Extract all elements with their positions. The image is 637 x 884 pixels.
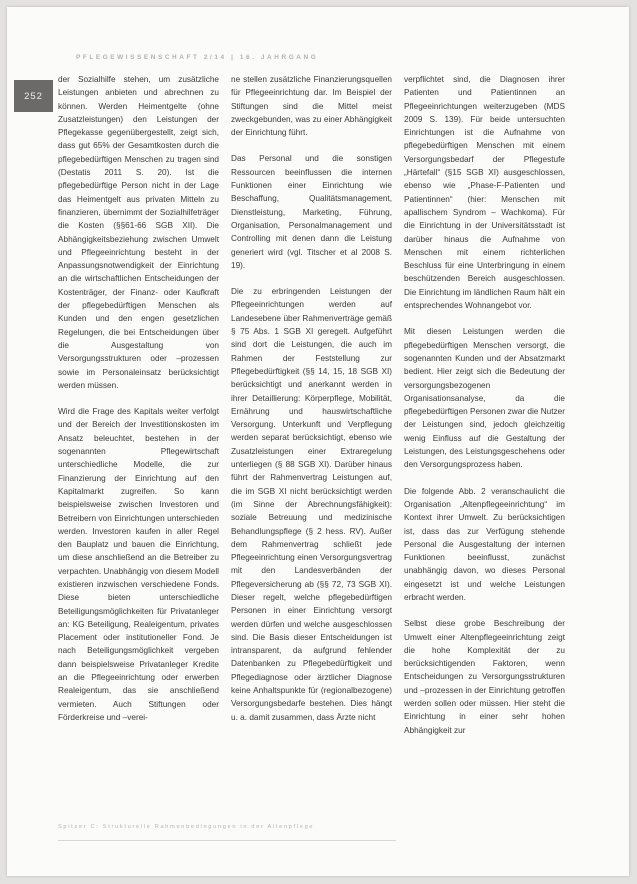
journal-header: PFLEGEWISSENSCHAFT 2/14 | 16. JAHRGANG bbox=[76, 54, 319, 61]
text-column-3 bbox=[404, 73, 565, 737]
page-number-tab bbox=[14, 80, 53, 112]
text-column-1 bbox=[58, 73, 219, 737]
text-columns bbox=[58, 73, 567, 737]
paragraph: ne stellen zusätzliche Finanzierungsquellen für Pflegeeinrichtung dar. Im Beispiel der Stiftungen sind die Mittel meist zweckgebunden, was zu einer Abhängigkeit der Einrichtung führt. bbox=[231, 75, 392, 138]
paragraph: Die folgende Abb. 2 veranschaulicht die Organisation „Altenpflegeeinrichtung“ im Kontext ihrer Umwelt. Zu berücksichtigen ist, dass das zur Verfügung stehende Personal die Ausgestaltung der internen Funktionen beeinflusst, zunächst unabhängig davon, wo dieses Personal eingesetzt ist und welche Leistungen erbracht werden. bbox=[404, 486, 565, 602]
paragraph: Mit diesen Leistungen werden die pflegebedürftigen Menschen versorgt, die sogenannten Kunden und der Absatzmarkt bedient. Hier zeigt sich die Bedeutung der versorgungsbezogenen Organisationsanalyse, da die pflegebedürftigen Personen zwar die Nutzer der Leistungen sind, jedoch gleichzeitig wenig Einfluss auf die Gestaltung der Leistungen, des Leistungsgeschehens oder den Versorgungsprozess haben. bbox=[404, 327, 565, 470]
paragraph: Das Personal und die sonstigen Ressourcen beeinflussen die internen Funktionen einer Einrichtung wie Beschaffung, Qualitätsmanagement, Dienstleistung, Marketing, Führung, Organisation, Personalmanagement und Controlling mit denen dann die Leistung generiert wird (vgl. Titscher et al 2008 S. 19). bbox=[231, 154, 392, 270]
paragraph: Die zu erbringenden Leistungen der Pflegeeinrichtungen werden auf Landesebene über Rahmenverträge gemäß § 75 Abs. 1 SGB XI geregelt. Aufgeführt sind dort die Leistungen, die auch im Rahmen der Feststellung zur Pflegebedürftigkeit (§§ 14, 15, 18 SGB XI) berücksichtigt und anerkannt werden in ihrer Detaillierung: Körperpflege, Mobilität, Ernährung und hauswirtschaftliche Versorgung. Unterkunft und Verpflegung werden separat berücksichtigt, ebenso wie Zusatzleistungen einer Extraregelung unterliegen (§ 88 SGB XI). Darüber hinaus führt der Rahmenvertrag Leistungen auf, die im SGB XI nicht berücksichtigt werden (im Sinne der Abrechnungsfähigkeit): soziale Betreuung und medizinische Behandlungspflege (§ 2 hess. RV). Außer dem Rahmenvertrag schließt jede Pflegeeinrichtung einen Versorgungsvertrag mit den Landesverbänden der Pflegeversicherung ab (§§ 72, 73 SGB XI). Dieser regelt, welche pflegebedürftigen Personen in einer Einrichtung versorgt werden dürfen und welche ausgeschlossen sind. Die Basis dieser Entscheidungen ist intransparent, da aufgrund fehlender Datenbanken zu Pflegebedürftigkeit und Pflegediagnose oder ärztlicher Diagnose keine Anhaltspunkte für (regionalbezogene) Versorgungsbedarfe bestehen. Dies hängt u. a. damit zusammen, dass Ärzte nicht bbox=[231, 287, 392, 722]
paragraph: der Sozialhilfe stehen, um zusätzliche Leistungen anbieten und abrechnen zu können. Werden Heimentgelte (ohne Zusatzleistungen) den Leistungen der Pflegekasse gegenübergestellt, zeigt sich, dass gut 65% der Gesamtkosten durch die pflegebedürftigen Menschen zu tragen sind (Destatis 2011 S. 20). Ist die pflegebedürftige Person nicht in der Lage das Heimentgelt aus privaten Mitteln zu finanzieren, übernimmt der Sozialhilfeträger die Kosten (§§61-66 SGB XII). Die Abhängigkeitsbeziehung zwischen Umwelt und Pflegeeinrichtung besteht in der Anpassungsnotwendigkeit der Einrichtung an die wirtschaftlichen Entscheidungen der Kostenträger, der Finanz- oder Kaufkraft der pflegebedürftigen Menschen als Kunden und den engen gesetzlichen Regelungen, die bei Entscheidungen über die Ausgestaltung von Versorgungsstrukturen oder –prozessen sowie im Personaleinsatz berücksichtigt werden müssen. bbox=[58, 75, 219, 390]
journal-page bbox=[7, 7, 629, 876]
paragraph: Wird die Frage des Kapitals weiter verfolgt und der Bereich der Investitionskosten im Ansatz beleuchtet, bestehen in der sogenannten Pflegewirtschaft unterschiedliche Modelle, die zur Finanzierung der Einrichtung auf den Kapitalmarkt zugreifen. So kann beispielsweise zwischen Investoren und Betreibern von Einrichtungen unterschieden werden. Investoren kaufen in aller Regel den Bauplatz und bauen die Einrichtung, um diese anschließend an die Betreiber zu verpachten. Unabhängig von diesem Modell existieren inzwischen verschiedene Fonds. Diese bieten unterschiedliche Beteiligungsmöglichkeiten für Privatanleger an: KG Beteiligung, Realeigentum, privates Placement oder institutioneller Fond. Je nach Beteiligungsmöglichkeit vergeben dann beispielsweise Privatanleger Kredite an die Pflegeeinrichtung oder erwerben Realeigentum, das sie anschließend vermieten. Auch Stiftungen oder Förderkreise und –verei- bbox=[58, 407, 219, 722]
paragraph: Selbst diese grobe Beschreibung der Umwelt einer Altenpflegeeinrichtung zeigt die hohe Komplexität der zu berücksichtigenden Faktoren, wenn Entscheidungen zu Versorgungsstrukturen und –prozessen in der Einrichtung getroffen werden sollen oder müssen. Hier steht die Einrichtung in einer sehr hohen Abhängigkeit zur bbox=[404, 619, 565, 735]
page-number: 252 bbox=[24, 90, 43, 102]
footer-divider bbox=[58, 840, 396, 841]
running-footer: Spitzer C: Strukturelle Rahmenbedingungen in der Altenpflege bbox=[58, 824, 315, 830]
paragraph: verpflichtet sind, die Diagnosen ihrer Patienten und Patientinnen an Pflegeeinrichtungen weiterzugeben (MDS 2009 S. 139). Für beide untersuchten Einrichtungen ist die Aufnahme von pflegebedürftigen Menschen mit einem Versorgungsbedarf der Pflegestufe „Härtefall“ (§15 SGB XI) ausgeschlossen, ebenso wie „Phase-F-Patienten und Patientinnen“ (hier: Menschen mit apallischem Syndrom – Wachkoma). Für die Einrichtung in der Universitätsstadt ist darüber hinaus die Aufnahme von Menschen mit einem richterlichen Beschluss für eine Unterbringung in einem beschützenden Bereich ausgeschlossen. Die Einrichtung im ländlichen Raum hält ein entsprechendes Wohnangebot vor. bbox=[404, 75, 565, 311]
text-column-2 bbox=[231, 73, 392, 737]
